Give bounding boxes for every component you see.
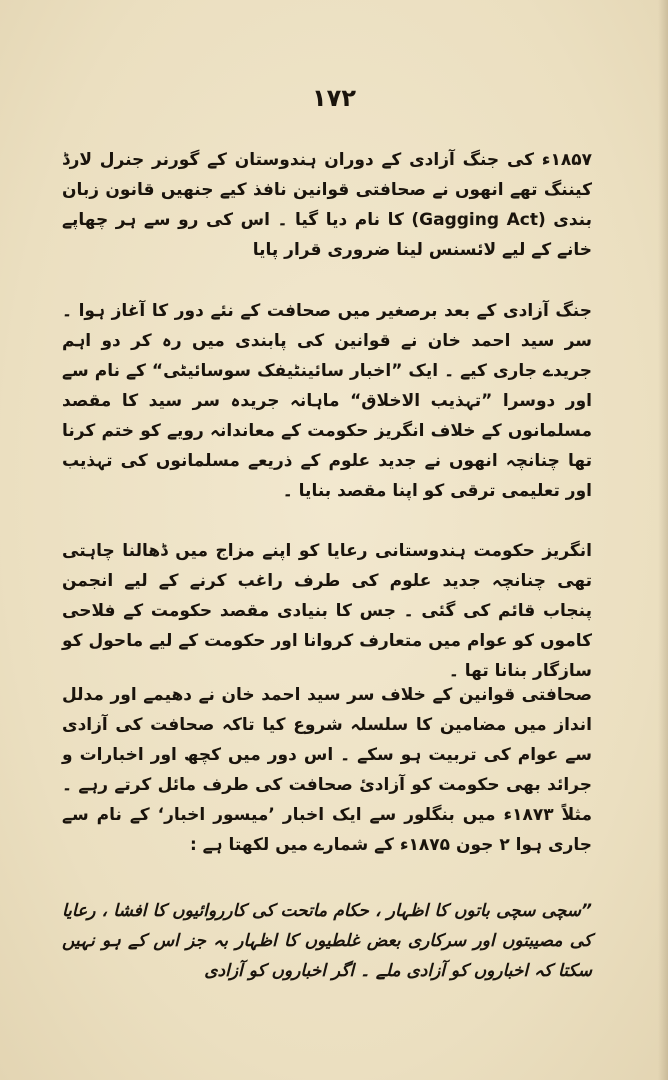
paragraph-2: جنگ آزادی کے بعد برصغیر میں صحافت کے نئے دور کا آغاز ہوا ۔ سر سید احمد خان نے قوانین کی پابندی میں رہ کر دو اہم جریدے جاری کیے ۔ ایک ”اخبار سائینٹیفک سوسائیٹی“ کے نام سے اور دوسرا ”تہذیب الاخلاق“ ماہانہ جریدہ سر سید کا مقصد مسلمانوں کے خلاف انگریز حکومت کے معاندانہ رویے کو ختم کرنا تھا چنانچہ انھوں نے جدید علوم کے ذریعے مسلمانوں کی تہذیب اور تعلیمی ترقی کو اپنا مقصد بنایا ۔ [62, 301, 592, 501]
paragraph-4: صحافتی قوانین کے خلاف سر سید احمد خان نے دھیمے اور مدلل انداز میں مضامین کا سلسلہ شروع کیا تاکہ صحافت کی آزادی سے عوام کی تربیت ہو سکے ۔ اس دور میں کچھ اور اخبارات و جرائد بھی حکومت کو آزادیٔ صحافت کی طرف مائل کرتے رہے ۔ مثلاً ۱۸۷۳ء میں بنگلور سے ایک اخبار ’میسور اخبار‘ کے نام سے جاری ہوا ۲ جون ۱۸۷۵ء کے شمارے میں لکھتا ہے : [62, 685, 592, 855]
paragraph-3: انگریز حکومت ہندوستانی رعایا کو اپنے مزاج میں ڈھالنا چاہتی تھی چنانچہ جدید علوم کی طرف راغب کرنے کے لیے انجمن پنجاب قائم کی گئی ۔ جس کا بنیادی مقصد حکومت کے فلاحی کاموں کو عوام میں متعارف کروانا اور حکومت کے لیے ماحول کو سازگار بنانا تھا ۔ [62, 541, 592, 681]
paragraph-1: ۱۸۵۷ء کی جنگ آزادی کے دوران ہندوستان کے گورنر جنرل لارڈ کیننگ تھے انھوں نے صحافتی قوانین نافذ کیے جنھیں قانون زبان بندی (Gagging Act) کا نام دیا گیا ۔ اس کی رو سے ہر چھاپے خانے کے لیے لائسنس لینا ضروری قرار پایا [62, 150, 593, 260]
page-number: ۱۷۲ [312, 84, 356, 112]
quoted-passage: ”سچی سچی باتوں کا اظہار ، حکام ماتحت کی کارروائیوں کا افشا ، رعایا کی مصیبتوں اور سرکاری بعض غلطیوں کا اظہار بہ جز اس کے ہو نہیں سکتا کہ اخباروں کو آزادی ملے ۔ اگر اخباروں کو آزادی [62, 901, 592, 981]
page-edge-shadow [658, 0, 668, 1080]
